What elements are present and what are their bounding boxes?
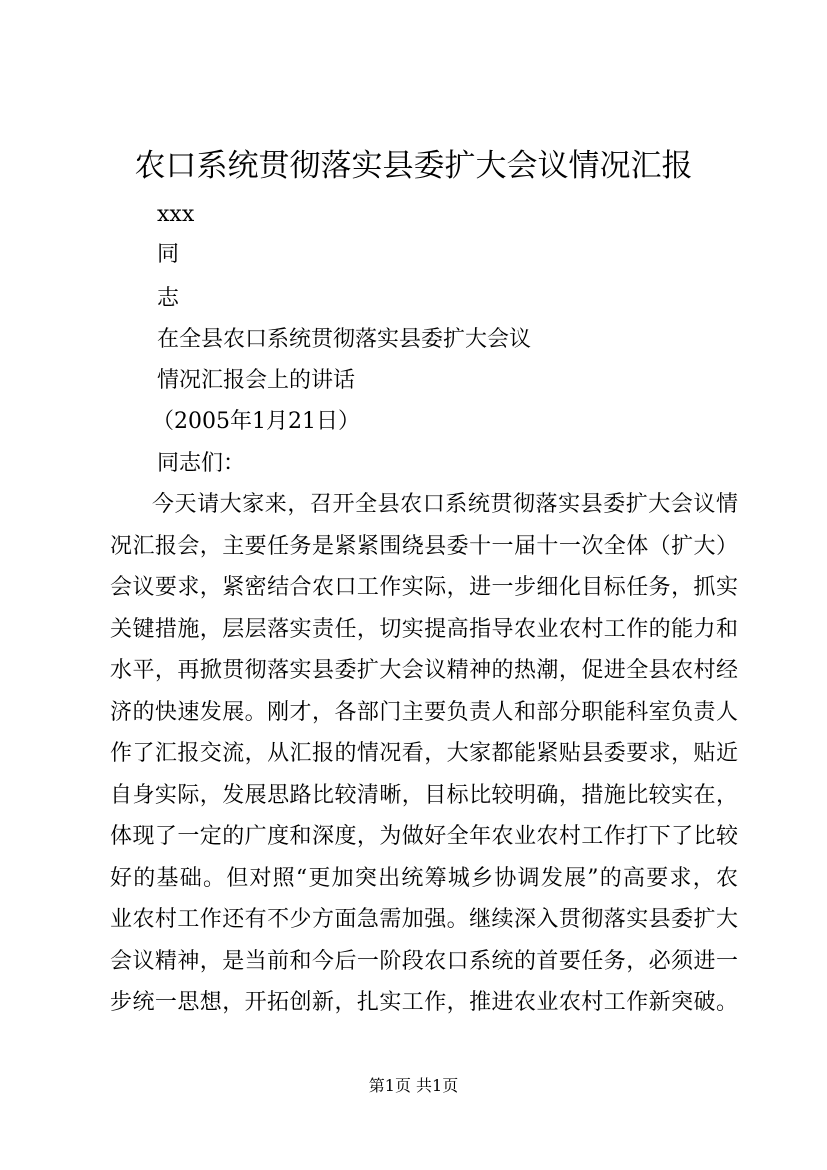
paragraph-line: 好的基础。但对照“更加突出统筹城乡协调发展”的高要求，农 — [110, 866, 738, 891]
page-footer: 第1页 共1页 — [368, 1076, 459, 1095]
speech-date: （2005年1月21日） — [152, 409, 360, 434]
author-line-zhi: 志 — [157, 286, 180, 311]
paragraph-line: 况汇报会，主要任务是紧紧围绕县委十一届十一次全体（扩大） — [110, 534, 738, 559]
paragraph-line: 体现了一定的广度和深度，为做好全年农业农村工作打下了比较 — [110, 824, 738, 849]
document-title: 农口系统贯彻落实县委扩大会议情况汇报 — [134, 148, 693, 184]
paragraph-line: 业农村工作还有不少方面急需加强。继续深入贯彻落实县委扩大 — [110, 907, 738, 932]
paragraph-line: 会议要求，紧密结合农口工作实际，进一步细化目标任务，抓实 — [110, 575, 738, 600]
author-line-tong: 同 — [157, 242, 180, 267]
paragraph-line: 作了汇报交流，从汇报的情况看，大家都能紧贴县委要求，贴近 — [110, 741, 738, 766]
paragraph-line: 济的快速发展。刚才，各部门主要负责人和部分职能科室负责人 — [110, 700, 738, 725]
paragraph-line: 水平，再掀贯彻落实县委扩大会议精神的热潮，促进全县农村经 — [110, 658, 738, 683]
paragraph-line: 步统一思想，开拓创新，扎实工作，推进农业农村工作新突破。 — [110, 990, 738, 1015]
salutation: 同志们： — [157, 451, 246, 476]
author-name: xxx — [157, 202, 195, 227]
paragraph-line: 自身实际，发展思路比较清晰，目标比较明确，措施比较实在， — [110, 783, 738, 808]
speech-occasion-line-2: 情况汇报会上的讲话 — [157, 368, 356, 393]
paragraph-line: 会议精神，是当前和今后一阶段农口系统的首要任务，必须进一 — [110, 949, 738, 974]
paragraph-line: 关键措施，层层落实责任，切实提高指导农业农村工作的能力和 — [110, 617, 738, 642]
paragraph-line: 今天请大家来，召开全县农口系统贯彻落实县委扩大会议情 — [152, 492, 738, 517]
speech-occasion-line-1: 在全县农口系统贯彻落实县委扩大会议 — [157, 327, 532, 352]
